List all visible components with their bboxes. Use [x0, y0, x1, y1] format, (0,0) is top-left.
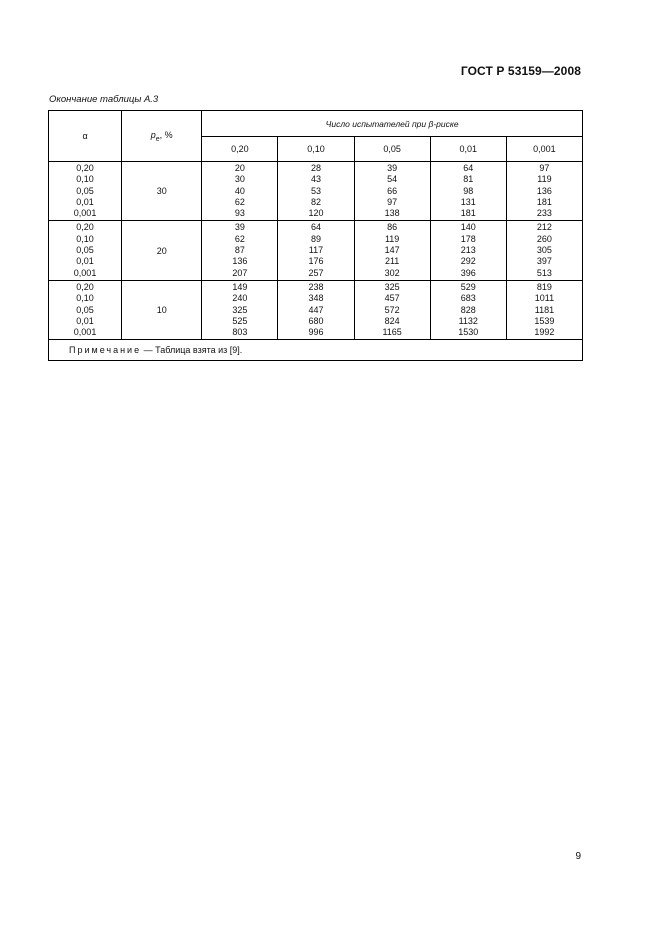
- alpha-value: 0,05: [76, 185, 94, 196]
- tester-count-value: 98: [463, 185, 474, 196]
- alpha-value: 0,01: [76, 256, 94, 267]
- note-text: — Таблица взята из [9].: [141, 345, 243, 356]
- alpha-values-cell: [49, 280, 122, 339]
- tester-count-value: 325: [232, 304, 248, 315]
- tester-count-value: 1539: [534, 315, 555, 326]
- tester-count-value: 86: [387, 222, 398, 233]
- tester-count-value: 39: [387, 163, 398, 173]
- tester-count-value: 119: [384, 233, 400, 244]
- table-row: [49, 162, 583, 221]
- table-note: [49, 340, 583, 361]
- tester-count-value: 233: [536, 208, 552, 219]
- tester-count-value: 87: [234, 245, 245, 256]
- tester-count-cell: [354, 280, 430, 339]
- document-standard-number: ГОСТ Р 53159—2008: [460, 64, 581, 78]
- tester-count-value: 54: [387, 174, 398, 185]
- tester-count-value: 62: [234, 196, 245, 207]
- alpha-value: 0,01: [76, 315, 94, 326]
- tester-count-value: 97: [387, 196, 398, 207]
- note-row: [49, 340, 583, 361]
- alpha-value: 0,20: [76, 281, 94, 292]
- beta-value-header: 0,001: [506, 137, 582, 162]
- tester-count-value: 680: [308, 315, 324, 326]
- tester-count-cell: [506, 221, 582, 280]
- tester-count-value: 136: [536, 185, 552, 196]
- tester-count-value: 302: [384, 267, 400, 278]
- beta-value-header: 0,01: [430, 137, 506, 162]
- tester-count-cell: [278, 162, 354, 221]
- alpha-value: 0,10: [76, 233, 94, 244]
- p-value-cell: 10: [122, 280, 202, 339]
- tester-count-value: 1181: [534, 304, 555, 315]
- tester-count-value: 181: [536, 196, 552, 207]
- tester-count-value: 20: [234, 163, 245, 173]
- tester-count-value: 529: [460, 281, 476, 292]
- tester-count-cell: [506, 162, 582, 221]
- table-header-row: [49, 111, 583, 137]
- tester-count-value: 81: [463, 174, 474, 185]
- alpha-column-header: α: [49, 111, 122, 162]
- data-table: [48, 110, 583, 361]
- tester-count-value: 131: [460, 196, 476, 207]
- p-value-cell: 20: [122, 221, 202, 280]
- beta-value-header: 0,05: [354, 137, 430, 162]
- tester-count-value: 181: [460, 208, 476, 219]
- alpha-value: 0,01: [76, 196, 94, 207]
- alpha-value: 0,10: [76, 293, 94, 304]
- tester-count-cell: [202, 221, 278, 280]
- tester-count-cell: [202, 280, 278, 339]
- tester-count-value: 257: [308, 267, 324, 278]
- alpha-value: 0,001: [73, 267, 97, 278]
- beta-risk-group-header: Число испытателей при β-риске: [202, 111, 583, 137]
- tester-count-value: 30: [234, 174, 245, 185]
- tester-count-value: 62: [234, 233, 245, 244]
- tester-count-value: 996: [308, 327, 324, 338]
- tester-count-cell: [354, 221, 430, 280]
- tester-count-value: 348: [308, 293, 324, 304]
- tester-count-value: 1132: [458, 315, 478, 326]
- tester-count-value: 819: [536, 281, 552, 292]
- tester-count-value: 828: [460, 304, 476, 315]
- tester-count-value: 240: [232, 293, 248, 304]
- tester-count-value: 211: [384, 256, 400, 267]
- tester-count-value: 64: [463, 163, 474, 173]
- tester-count-value: 40: [234, 185, 245, 196]
- tester-count-cell: [278, 221, 354, 280]
- tester-count-value: 176: [308, 256, 324, 267]
- tester-count-value: 82: [310, 196, 321, 207]
- tester-count-value: 140: [460, 222, 476, 233]
- alpha-value: 0,20: [76, 163, 94, 173]
- tester-count-value: 89: [310, 233, 321, 244]
- p-column-header: $p_e$, %: [122, 111, 202, 162]
- tester-count-value: 97: [539, 163, 550, 173]
- tester-count-value: 305: [536, 245, 552, 256]
- tester-count-value: 147: [384, 245, 400, 256]
- tester-count-cell: [278, 280, 354, 339]
- tester-count-value: 396: [460, 267, 476, 278]
- tester-count-value: 325: [384, 281, 400, 292]
- tester-count-cell: [430, 280, 506, 339]
- table-caption: Окончание таблицы А.3: [49, 94, 159, 105]
- alpha-value: 0,05: [76, 304, 94, 315]
- tester-count-value: 683: [460, 293, 476, 304]
- tester-count-value: 238: [308, 281, 324, 292]
- tester-count-value: 447: [308, 304, 324, 315]
- alpha-value: 0,001: [73, 208, 97, 219]
- tester-count-value: 66: [387, 185, 398, 196]
- alpha-value: 0,20: [76, 222, 94, 233]
- tester-count-value: 457: [384, 293, 400, 304]
- tester-count-value: 207: [232, 267, 248, 278]
- tester-count-value: 525: [232, 315, 248, 326]
- tester-count-value: 28: [310, 163, 321, 173]
- tester-count-value: 1992: [534, 327, 555, 338]
- tester-count-value: 803: [232, 327, 248, 338]
- tester-count-value: 136: [232, 256, 248, 267]
- page-number: 9: [575, 851, 581, 862]
- p-value-cell: 30: [122, 162, 202, 221]
- tester-count-value: 120: [308, 208, 324, 219]
- tester-count-value: 117: [308, 245, 324, 256]
- table-row: [49, 221, 583, 280]
- tester-count-value: 292: [460, 256, 476, 267]
- tester-count-value: 64: [310, 222, 321, 233]
- note-label: Примечание: [69, 345, 142, 356]
- tester-count-value: 513: [536, 267, 552, 278]
- tester-count-value: 93: [234, 208, 245, 219]
- alpha-values-cell: [49, 162, 122, 221]
- tester-count-value: 119: [537, 174, 552, 185]
- alpha-value: 0,001: [73, 327, 97, 338]
- beta-value-header: 0,10: [278, 137, 354, 162]
- alpha-values-cell: [49, 221, 122, 280]
- tester-count-cell: [202, 162, 278, 221]
- tester-count-value: 397: [536, 256, 552, 267]
- tester-count-value: 1165: [382, 327, 402, 338]
- tester-count-value: 213: [460, 245, 476, 256]
- tester-count-value: 43: [310, 174, 321, 185]
- tester-count-value: 1011: [534, 293, 555, 304]
- alpha-value: 0,05: [76, 245, 94, 256]
- tester-count-value: 178: [460, 233, 476, 244]
- beta-value-header: 0,20: [202, 137, 278, 162]
- tester-count-value: 138: [384, 208, 400, 219]
- alpha-value: 0,10: [76, 174, 94, 185]
- tester-count-value: 824: [384, 315, 400, 326]
- tester-count-cell: [506, 280, 582, 339]
- tester-count-value: 39: [234, 222, 245, 233]
- tester-count-value: 572: [384, 304, 400, 315]
- table-row: [49, 280, 583, 339]
- tester-count-cell: [430, 221, 506, 280]
- tester-count-value: 53: [310, 185, 321, 196]
- tester-count-value: 260: [536, 233, 552, 244]
- tester-count-value: 1530: [458, 327, 479, 338]
- tester-count-cell: [354, 162, 430, 221]
- tester-count-cell: [430, 162, 506, 221]
- tester-count-value: 149: [232, 281, 248, 292]
- tester-count-value: 212: [536, 222, 552, 233]
